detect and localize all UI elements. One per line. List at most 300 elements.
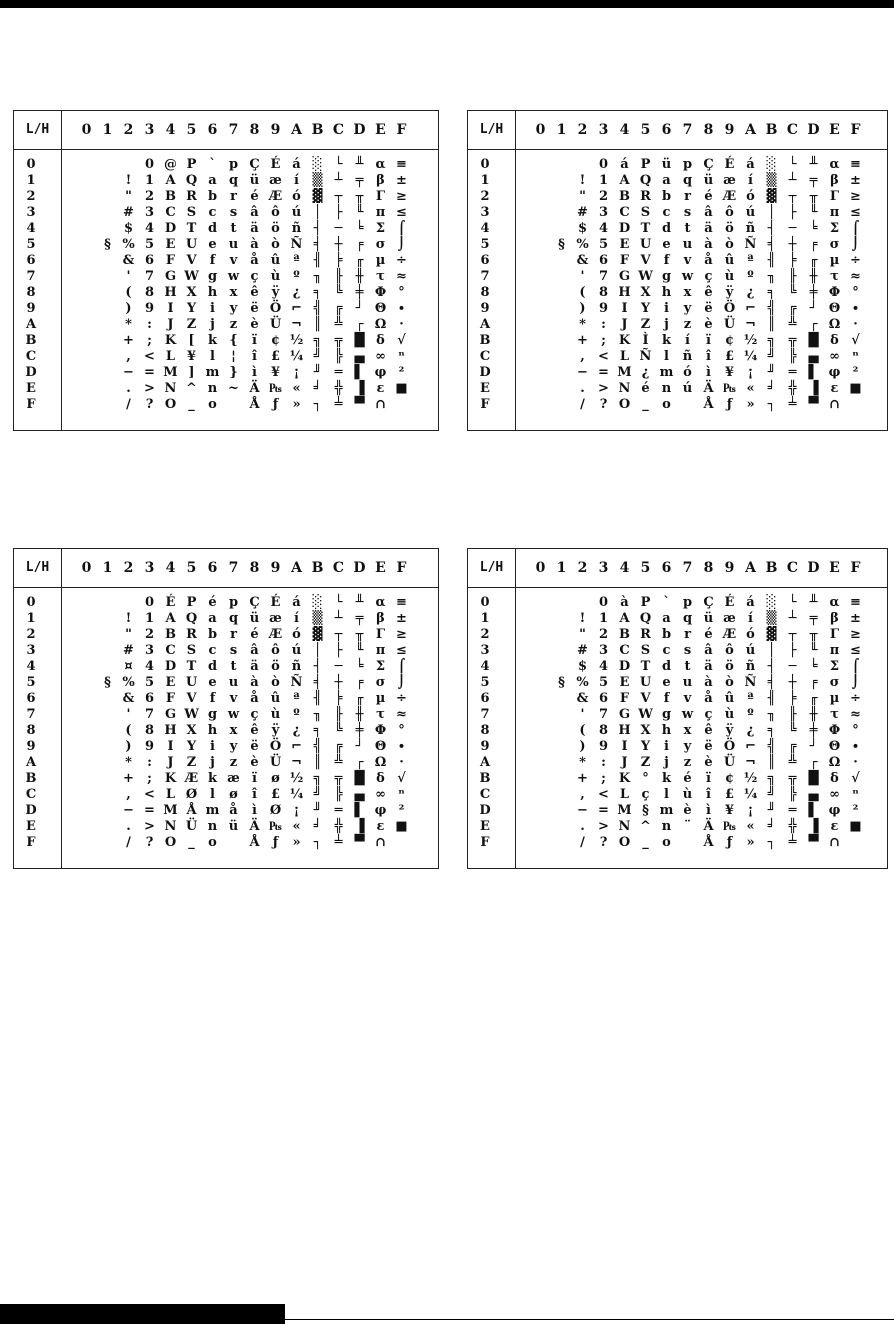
char-cell: ü (703, 173, 714, 188)
char-cell: ε (830, 819, 839, 834)
char-cell: H (618, 285, 631, 300)
char-cell: Y (640, 301, 651, 316)
char-cell: Ω (828, 317, 841, 332)
char-cell: ╤ (809, 611, 818, 626)
char-cell: J (621, 755, 628, 770)
column-header: B (765, 122, 778, 138)
char-cell: ô (725, 643, 734, 658)
char-cell: µ (829, 691, 840, 706)
row-header: 2 (26, 627, 36, 642)
char-cell: ^ (186, 381, 197, 396)
char-cell: Φ (374, 285, 387, 300)
top-rule (0, 0, 894, 8)
char-cell: ╞ (788, 253, 797, 268)
char-cell: m (205, 803, 220, 818)
char-cell: î (706, 349, 711, 364)
footer-bar (0, 1304, 285, 1324)
char-cell: ~ (228, 381, 239, 396)
char-cell: ╦ (334, 333, 343, 348)
char-cell: ! (579, 173, 586, 188)
char-cell: É (724, 157, 735, 172)
row-header: 8 (480, 285, 490, 300)
row-header: 7 (26, 707, 36, 722)
char-cell: º (293, 269, 300, 284)
char-cell: , (580, 787, 585, 802)
row-header: C (25, 787, 37, 802)
char-cell: − (123, 365, 134, 380)
char-cell: Å (186, 803, 197, 818)
char-cell: ç (704, 707, 713, 722)
char-cell: C (619, 205, 630, 220)
char-cell: c (662, 643, 671, 658)
row-header: 7 (480, 269, 490, 284)
char-cell: s (229, 643, 238, 658)
char-cell: ò (725, 675, 734, 690)
char-cell: ▒ (312, 173, 323, 188)
char-cell: Ω (828, 755, 841, 770)
char-cell: █ (808, 333, 819, 348)
char-cell: æ (269, 173, 282, 188)
row-header: 9 (480, 739, 490, 754)
char-cell: ┬ (788, 189, 797, 204)
char-cell: M (617, 365, 632, 380)
row-header: 4 (480, 659, 490, 674)
char-cell: Θ (828, 739, 841, 754)
char-cell: S (640, 205, 651, 220)
char-cell: ▄ (354, 349, 365, 364)
char-cell: p (228, 595, 239, 610)
char-cell: ┴ (334, 173, 343, 188)
char-cell: σ (829, 237, 840, 252)
char-cell: . (126, 381, 131, 396)
char-cell: Ç (249, 595, 260, 610)
char-cell: s (683, 643, 692, 658)
char-cell: G (618, 269, 631, 284)
char-cell: ┴ (788, 173, 797, 188)
char-cell: 4 (598, 659, 609, 674)
char-cell: g (661, 707, 672, 722)
char-cell: æ (723, 173, 736, 188)
column-header: 6 (207, 560, 218, 576)
char-cell: h (661, 723, 672, 738)
row-header: 4 (26, 221, 36, 236)
char-cell: π (829, 643, 840, 658)
char-cell: W (184, 269, 199, 284)
char-cell: U (185, 237, 198, 252)
char-cell: ┼ (334, 237, 343, 252)
char-cell: & (122, 253, 135, 268)
char-cell: P (640, 595, 651, 610)
char-cell: » (292, 397, 301, 412)
char-cell: 0 (598, 157, 609, 172)
char-cell: φ (828, 365, 841, 380)
char-cell: ε (376, 381, 385, 396)
char-cell: 4 (144, 221, 155, 236)
column-header: D (353, 560, 366, 576)
char-cell: ╝ (313, 349, 322, 364)
char-cell: ≈ (850, 707, 861, 722)
char-cell: ─ (788, 221, 797, 236)
char-cell: J (167, 755, 174, 770)
char-cell: ÿ (271, 723, 280, 738)
char-cell: V (640, 253, 651, 268)
char-cell: é (704, 627, 713, 642)
char-cell: # (577, 205, 588, 220)
char-cell: ñ (682, 349, 693, 364)
char-cell: │ (313, 643, 322, 658)
char-cell: è (250, 317, 259, 332)
char-cell: ñ (745, 659, 756, 674)
char-cell: ╪ (355, 723, 364, 738)
char-cell: ▄ (808, 349, 819, 364)
char-cell: F (165, 253, 176, 268)
char-cell: Γ (375, 189, 386, 204)
char-cell: ╕ (767, 285, 776, 300)
char-cell: ⌠ (851, 221, 860, 236)
char-cell: ¥ (724, 365, 735, 380)
char-cell: $ (577, 221, 588, 236)
char-cell: í (748, 173, 753, 188)
char-cell: ╢ (313, 691, 322, 706)
char-cell: ë (250, 739, 259, 754)
char-cell: ª (293, 691, 300, 706)
char-cell: ┐ (767, 835, 776, 850)
char-cell: ╖ (313, 269, 322, 284)
char-cell: Ω (374, 755, 387, 770)
char-cell: é (250, 189, 259, 204)
char-cell: q (228, 611, 239, 626)
char-cell: ó (746, 627, 755, 642)
char-cell: ╟ (334, 707, 343, 722)
char-cell: ╨ (809, 157, 818, 172)
char-cell: ╨ (355, 595, 364, 610)
char-cell: Å (249, 835, 260, 850)
char-cell: % (576, 675, 589, 690)
char-cell: [ (188, 333, 195, 348)
row-header: 8 (480, 723, 490, 738)
char-cell: H (164, 723, 177, 738)
row-header: 2 (480, 627, 490, 642)
char-cell: V (186, 691, 197, 706)
char-cell: ├ (788, 643, 797, 658)
char-cell: > (598, 381, 609, 396)
char-cell: w (227, 707, 240, 722)
char-cell: L (619, 787, 630, 802)
char-cell: 8 (598, 723, 609, 738)
row-header: 1 (480, 611, 490, 626)
char-cell: V (186, 253, 197, 268)
char-cell: å (704, 691, 713, 706)
char-cell: ⌐ (745, 739, 756, 754)
char-cell: ' (126, 269, 131, 284)
char-cell: i (210, 301, 215, 316)
char-cell: d (661, 659, 672, 674)
char-cell: R (640, 189, 651, 204)
char-cell: / (126, 835, 131, 850)
column-header: A (291, 560, 302, 576)
char-cell: ⌐ (291, 301, 302, 316)
char-cell: ƒ (272, 397, 279, 412)
char-cell: ≡ (396, 595, 407, 610)
char-cell: ┼ (334, 675, 343, 690)
char-cell: δ (376, 771, 385, 786)
char-cell: , (126, 349, 131, 364)
char-cell: S (640, 643, 651, 658)
char-cell: l (664, 787, 669, 802)
char-cell: ÿ (725, 723, 734, 738)
char-cell: e (662, 675, 671, 690)
char-cell: ° (398, 285, 405, 300)
char-cell: î (252, 349, 257, 364)
char-cell: c (662, 205, 671, 220)
char-cell: ▒ (766, 173, 777, 188)
char-cell: & (122, 691, 135, 706)
char-cell: ⌡ (397, 675, 406, 690)
char-cell: F (165, 691, 176, 706)
char-cell: T (640, 221, 651, 236)
char-cell: + (577, 333, 588, 348)
char-cell: y (683, 739, 692, 754)
char-cell: ╕ (313, 723, 322, 738)
char-cell: â (250, 643, 259, 658)
char-cell: d (207, 221, 218, 236)
char-cell: ╬ (788, 381, 797, 396)
column-header: D (807, 122, 820, 138)
char-cell: ) (579, 301, 586, 316)
char-cell: ╔ (788, 301, 797, 316)
char-cell: ô (271, 205, 280, 220)
char-cell: å (704, 253, 713, 268)
char-cell: ≥ (850, 189, 861, 204)
char-cell: ù (270, 707, 281, 722)
char-cell: » (746, 835, 755, 850)
char-cell: ╪ (809, 723, 818, 738)
section-sign-cell: § (104, 237, 111, 252)
char-cell: k (207, 771, 217, 786)
char-cell: : (601, 317, 606, 332)
char-cell: ó (746, 189, 755, 204)
char-cell: X (640, 285, 651, 300)
char-cell: π (375, 205, 386, 220)
char-cell: ¿ (641, 365, 650, 380)
char-cell: + (577, 771, 588, 786)
char-cell: D (618, 221, 631, 236)
row-header: C (25, 349, 37, 364)
char-cell: K (618, 771, 631, 786)
char-cell: P (186, 595, 197, 610)
char-cell: O (164, 397, 177, 412)
char-cell: ═ (334, 365, 343, 380)
char-cell: ª (747, 691, 754, 706)
char-cell: τ (830, 269, 839, 284)
column-header: A (745, 560, 756, 576)
char-cell: _ (642, 397, 649, 412)
char-cell: ⌡ (397, 237, 406, 252)
char-cell: h (207, 285, 218, 300)
char-cell: ù (682, 787, 693, 802)
char-cell: & (576, 691, 589, 706)
char-cell: º (293, 707, 300, 722)
char-cell: : (601, 755, 606, 770)
char-cell: █ (808, 771, 819, 786)
char-cell: ÷ (850, 691, 861, 706)
char-cell: ╛ (767, 381, 776, 396)
char-cell: Z (640, 317, 651, 332)
char-cell: ┘ (809, 739, 818, 754)
char-cell: i (664, 301, 669, 316)
char-cell: ■ (849, 819, 862, 834)
row-header: D (25, 365, 37, 380)
char-cell: 3 (598, 643, 609, 658)
char-cell: ╜ (313, 803, 322, 818)
char-cell: : (147, 755, 152, 770)
char-cell: j (664, 317, 669, 332)
char-cell: ┬ (788, 627, 797, 642)
char-cell: , (126, 787, 131, 802)
char-cell: x (229, 723, 238, 738)
corner-label: L/H (468, 111, 516, 149)
row-header: A (479, 755, 491, 770)
column-header: C (786, 122, 799, 138)
char-cell: ú (745, 643, 756, 658)
char-cell: ° (852, 723, 859, 738)
char-cell: ⁿ (852, 349, 859, 364)
char-cell: ; (601, 333, 606, 348)
char-cell: ╫ (355, 707, 364, 722)
row-header: B (479, 333, 491, 348)
char-cell: ╧ (334, 397, 343, 412)
char-cell: ; (147, 771, 152, 786)
char-cell: ╠ (788, 349, 797, 364)
char-cell: √ (397, 333, 406, 348)
char-cell: ▌ (808, 365, 819, 380)
char-cell: â (704, 643, 713, 658)
char-cell: ⁿ (398, 349, 405, 364)
char-cell: r (230, 189, 237, 204)
char-cell: ╢ (767, 691, 776, 706)
char-cell: ┌ (355, 317, 364, 332)
char-cell: û (270, 691, 281, 706)
char-cell: ╓ (355, 691, 364, 706)
char-cell: ¥ (270, 365, 281, 380)
char-cell: ( (125, 285, 132, 300)
char-cell: ╞ (788, 691, 797, 706)
char-cell: ! (125, 611, 132, 626)
char-cell: ¡ (293, 365, 300, 380)
char-cell: í (294, 611, 299, 626)
char-cell: L (165, 349, 176, 364)
char-cell: Å (703, 835, 714, 850)
char-cell: · (853, 317, 858, 332)
char-cell: ï (706, 771, 711, 786)
char-cell: * (125, 317, 132, 332)
row-header: A (25, 755, 37, 770)
char-cell: ¢ (724, 771, 735, 786)
char-cell: n (661, 381, 672, 396)
char-cell: 5 (598, 675, 609, 690)
char-cell: h (207, 723, 218, 738)
char-cell: Ç (703, 157, 714, 172)
char-cell: ₧ (269, 381, 282, 396)
row-header: 6 (480, 253, 490, 268)
char-cell: ` (209, 157, 216, 172)
char-cell: ø (271, 771, 280, 786)
char-cell: ╢ (767, 253, 776, 268)
char-cell: ░ (312, 157, 323, 172)
char-cell: 0 (598, 595, 609, 610)
char-cell: ; (601, 771, 606, 786)
char-cell: K (164, 771, 177, 786)
char-cell: ≤ (396, 205, 407, 220)
char-cell: τ (830, 707, 839, 722)
char-cell: g (207, 269, 218, 284)
char-cell: M (163, 365, 178, 380)
char-cell: I (167, 301, 174, 316)
char-cell: ≥ (396, 189, 407, 204)
char-cell: N (618, 381, 631, 396)
char-cell: ╓ (809, 253, 818, 268)
column-header: F (396, 560, 407, 576)
char-cell: ° (398, 723, 405, 738)
char-cell: e (662, 237, 671, 252)
char-cell: 1 (598, 611, 609, 626)
char-cell: 2 (598, 627, 609, 642)
char-cell: ╙ (809, 643, 818, 658)
char-cell: W (638, 707, 653, 722)
char-cell: ≈ (850, 269, 861, 284)
char-cell: ï (252, 771, 257, 786)
char-cell: └ (334, 157, 343, 172)
char-cell: F (619, 253, 630, 268)
char-cell: ╚ (788, 285, 797, 300)
row-header: 2 (480, 189, 490, 204)
corner-label: L/H (14, 111, 62, 149)
char-cell: ╠ (788, 787, 797, 802)
char-cell: ║ (767, 317, 776, 332)
char-cell: M (163, 803, 178, 818)
char-cell: ╙ (355, 205, 364, 220)
char-cell: 3 (144, 205, 155, 220)
char-cell: ₧ (723, 381, 736, 396)
char-cell: x (229, 285, 238, 300)
char-cell: ⁿ (398, 787, 405, 802)
char-cell: B (165, 189, 176, 204)
char-cell: ' (580, 269, 585, 284)
char-cell: ╦ (788, 771, 797, 786)
char-cell: µ (375, 691, 386, 706)
row-header: 7 (480, 707, 490, 722)
char-cell: R (640, 627, 651, 642)
column-header: A (291, 122, 302, 138)
char-cell: ( (579, 723, 586, 738)
char-cell: ┤ (313, 221, 322, 236)
char-cell: á (292, 157, 301, 172)
char-cell: ( (579, 285, 586, 300)
char-cell: ∙ (852, 301, 859, 316)
char-cell: é (683, 771, 692, 786)
char-cell: δ (830, 771, 839, 786)
char-cell: ╡ (767, 675, 776, 690)
char-cell: D (164, 221, 177, 236)
char-cell: ╩ (334, 755, 343, 770)
char-cell: ¼ (289, 787, 304, 802)
row-header: 3 (26, 205, 36, 220)
char-cell: 6 (598, 253, 609, 268)
char-cell: f (209, 691, 216, 706)
char-cell: Å (249, 397, 260, 412)
char-cell: Ö (269, 739, 282, 754)
char-cell: J (621, 317, 628, 332)
